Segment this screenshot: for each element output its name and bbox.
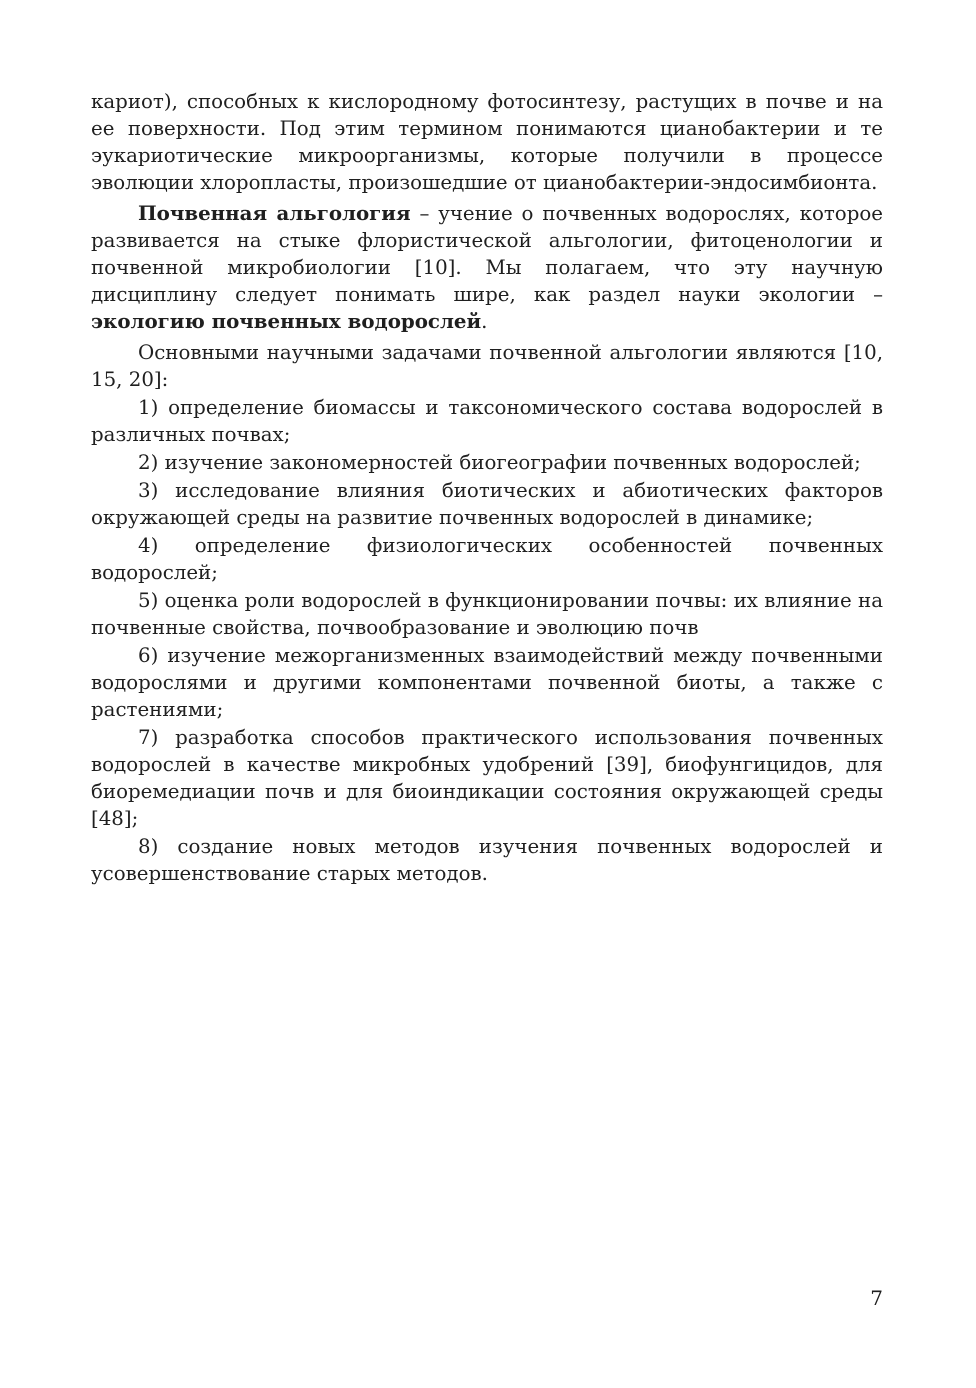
page-number: 7 <box>870 1286 883 1310</box>
term-soil-algae-ecology: экологию почвенных водорослей <box>91 309 482 333</box>
definition-end: . <box>481 310 488 333</box>
definition-text: – учение о почвенных водорослях, которое развивается на стыке флористической альгологии, фитоценологии и почвенной микробиологии [10]. Мы полагаем, что эту научную дисциплину следует понимать шире, как раздел науки экологии – <box>91 202 883 306</box>
task-item: 3) исследование влияния биотических и абиотических факторов окружающей среды на развитие почвенных водорослей в динамике; <box>91 479 883 529</box>
paragraph-tasks-intro: Основными научными задачами почвенной альгологии являются [10, 15, 20]: <box>91 341 883 391</box>
task-item: 2) изучение закономерностей биогеографии почвенных водорослей; <box>138 451 861 474</box>
task-item: 7) разработка способов практического использования почвенных водорослей в качестве микробных удобрений [39], биофунгицидов, для биоремедиации почв и для биоиндикации состояния окружающей среды [48]; <box>91 726 883 830</box>
paragraph-cyanobacteria: кариот), способных к кислородному фотосинтезу, растущих в почве и на ее поверхности. Под этим термином понимаются цианобактерии и те эукариотические микроорганизмы, которые получили в процессе эволюции хлоропласты, произошедшие от цианобактерии-эндосимбионта. <box>91 90 883 194</box>
task-item: 8) создание новых методов изучения почвенных водорослей и усовершенствование старых методов. <box>91 835 883 885</box>
term-soil-algology: Почвенная альгология <box>138 201 411 225</box>
page-body <box>91 88 883 887</box>
paragraph-soil-algology <box>91 200 883 335</box>
task-item: 1) определение биомассы и таксономического состава водорослей в различных почвах; <box>91 396 883 446</box>
task-item: 6) изучение межорганизменных взаимодействий между почвенными водорослями и другими компонентами почвенной биоты, а также с растениями; <box>91 644 883 721</box>
task-item: 5) оценка роли водорослей в функционировании почвы: их влияние на почвенные свойства, почвообразование и эволюцию почв <box>91 589 883 639</box>
task-item: 4) определение физиологических особенностей почвенных водорослей; <box>91 534 883 584</box>
